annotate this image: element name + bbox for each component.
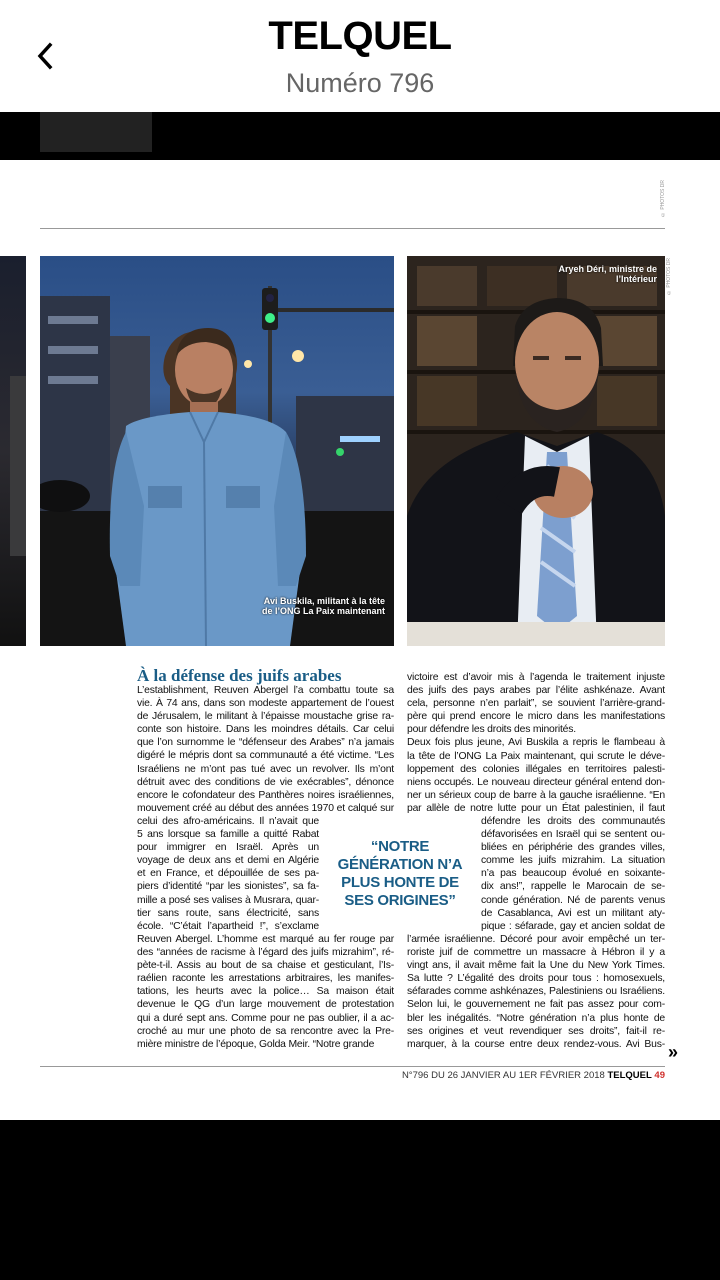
issue-dates: N°796 DU 26 JANVIER AU 1ER FÉVRIER 2018 <box>401 1070 605 1081</box>
photo-avi-buskila <box>40 256 394 646</box>
photo-aryeh-deri <box>407 256 665 646</box>
top-rule <box>40 228 665 229</box>
magazine-top-strip <box>0 112 720 160</box>
viewer-bottom-area <box>0 1120 720 1280</box>
bottom-rule <box>40 1066 665 1067</box>
next-page-arrow[interactable] <box>668 1042 678 1063</box>
issue-number: Numéro 796 <box>285 68 435 98</box>
caption-right: Aryeh Déri, ministre de l’Intérieur <box>558 264 657 285</box>
double-chevron-right-icon: » <box>668 1042 679 1062</box>
app-title: TELQUEL <box>268 14 452 58</box>
column-2-top: victoire est d’avoir mis à l’agenda le traitement injuste des juifs des pays arabes par l’élite ashkénaze. Avant cela, personne n’en parlait”, se souvient l’arrière-grand- père qui prend encore le micro dans les manifestations pour défendre les droits des minorités. Deux fois plus jeune, Avi Buskila a repris le flambeau à la tête de l’ONG La Paix maintenant, qui scrute le déve- loppement des colonies illégales en territoires palesti- niens occupés. Le nouveau directeur général entend don- ner un sérieux coup de barre à la gauche israélienne. “En par allèle de notre lutte pour un État palestinien, il faut <box>407 672 665 814</box>
column-1-bottom: Reuven Abergel. L’homme est marqué au fer rouge par des “années de racisme à l’égard des juifs mizrahim”, ré- pète-t-il. Assis au bout de sa chaise et gesticulant, l’Is- raélien raconte les arrestations arbitraires, les manifes- tations, les heurts avec la police… Sa maison était devenue le QG d’un large mouvement de protestation qui a duré sept ans. Comme pour ne pas oublier, il a ac- croché au mur une photo de sa rencontre avec la Pre- mière ministre de l’époque, Golda Meir. “Notre grande <box>137 934 394 1050</box>
section-heading: À la défense des juifs arabes <box>137 666 342 685</box>
magazine-page <box>0 160 720 1120</box>
app-header <box>0 0 720 112</box>
office-portrait-illustration <box>407 256 665 646</box>
previous-page-thumbnail <box>40 112 152 152</box>
column-1-top: L’establishment, Reuven Abergel l’a combattu toute sa vie. À 74 ans, dans son modeste appartement de l’ouest de Jérusalem, le militant à l’épaisse moustache grise ra- conte son histoire. Dans les moindres détails. Car celui que l’on surnomme le “défenseur des Arabes” n’a jamais digéré le mépris dont sa communauté a été victime. “Les Israéliens ne m’ont pas tué avec un revolver. Ils m’ont détruit avec des conditions de vie exécrables”, dénonce encore le cofondateur des Panthères noires israéliennes, mouvement créé au début des années 1970 et calqué sur <box>137 685 394 814</box>
photo-credit-vertical: © PHOTOS DR <box>666 258 672 296</box>
photo-credit: © PHOTOS DR <box>660 180 666 218</box>
caption-left: Avi Buskila, militant à la tête de l’ONG La Paix maintenant <box>261 596 385 617</box>
pull-quote: “NOTRE GÉNÉRATION N’A PLUS HONTE DE SES ORIGINES” <box>337 838 463 909</box>
previous-page-photo-edge <box>0 256 26 646</box>
column-2-bottom: l’armée israélienne. Décoré pour avoir empêché un ter- roriste juif de commettre un massacre à Hébron il y a vingt ans, il avait même fait la Une du New York Times. Sa lutte ? L’égalité des droits pour tous : homosexuels, séfarades comme ashkénazes, Palestiniens ou Israéliens. Selon lui, le gouvernement ne fait pas assez pour com- bler les inégalités. “Notre génération n’a plus honte de ses origines et veut revendiquer ses droits”, fait-il re- marquer, à la course entre deux rendez-vous. Avi Bus- <box>407 934 665 1050</box>
page-number: 49 <box>654 1070 665 1081</box>
footer-brand: TELQUEL <box>607 1070 652 1081</box>
column-2-narrow: défendre les droits des communautés défavorisées en Israël qui se sentent ou- bliées en périphérie des grandes villes, comme les juifs mizrahim. La situation n’a pas beaucoup évolué en soixante- dix ans!”, rappelle le Marocain de se- conde génération. Né de parents venus de Casablanca, Avi est un militant aty- pique : séfarade, gay et ancien soldat de <box>481 816 665 932</box>
column-1-narrow: celui des afro-américains. Il n’avait que 5 ans lorsque sa famille a quitté Rabat pour immigrer en Israël. Après un voyage de deux ans et demi en Algérie et en France, et dépouillée de ses pa- piers d’identité “par les sionistes”, sa fa- mille a posé ses valises à Musrara, quar- tier sans route, sans électricité, sans école. “C’était l’apartheid !”, s’exclame <box>137 816 319 932</box>
street-scene-illustration <box>40 256 394 646</box>
page-footer <box>400 1070 665 1081</box>
